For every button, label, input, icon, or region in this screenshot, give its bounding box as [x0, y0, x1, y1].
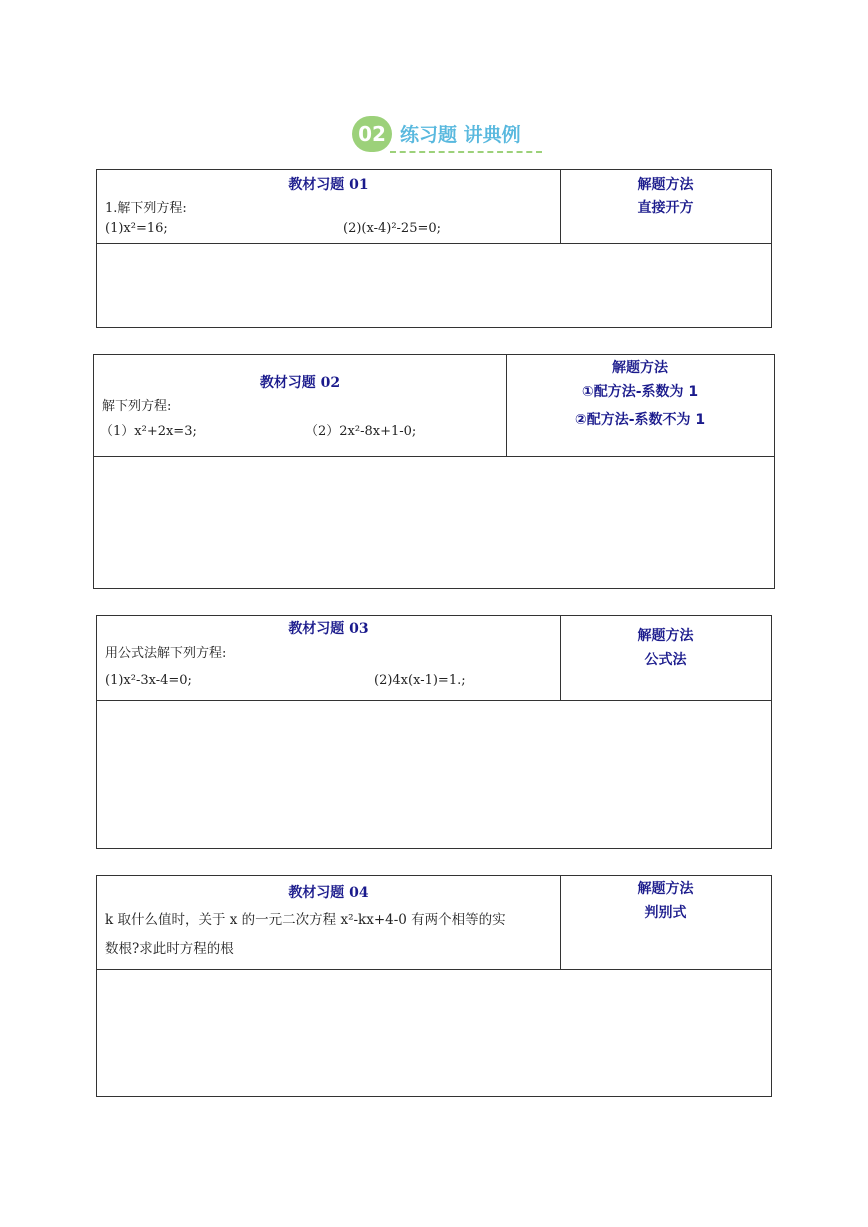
exercise-line: 1.解下列方程: — [105, 201, 187, 216]
method-cell — [560, 876, 771, 969]
method-cell — [506, 355, 774, 456]
answer-area[interactable] — [97, 969, 771, 1096]
section-number-badge: 02 — [352, 116, 392, 152]
exercise-card-03 — [96, 615, 772, 849]
exercise-line: (1)x²-3x-4=0; — [105, 673, 192, 688]
method-title: 解题方法 — [612, 360, 668, 376]
exercise-card-02 — [93, 354, 775, 589]
method-title: 解题方法 — [637, 177, 694, 193]
exercise-line: （1）x²+2x=3; — [100, 424, 197, 439]
section-header — [352, 114, 552, 156]
method-item: 公式法 — [644, 652, 687, 668]
exercise-title: 教材习题 03 — [288, 621, 369, 637]
exercise-problem-row — [97, 170, 771, 244]
exercise-card-04 — [96, 875, 772, 1097]
method-item: 直接开方 — [637, 200, 694, 216]
answer-area[interactable] — [94, 456, 774, 588]
exercise-title: 教材习题 01 — [288, 177, 369, 193]
method-item: ②配方法-系数不为 1 — [574, 412, 706, 428]
method-item: 判别式 — [644, 905, 687, 921]
exercise-problem-cell — [97, 616, 561, 700]
method-item: ①配方法-系数为 1 — [581, 384, 699, 400]
exercise-line: (2)(x-4)²-25=0; — [343, 221, 442, 236]
exercise-card-01 — [96, 169, 772, 328]
exercise-problem-row — [97, 616, 771, 701]
method-title: 解题方法 — [637, 881, 694, 897]
exercise-problem-cell — [97, 170, 561, 243]
exercise-line: 用公式法解下列方程: — [105, 646, 227, 661]
answer-area[interactable] — [97, 243, 771, 327]
exercise-title: 教材习题 04 — [288, 885, 369, 901]
exercise-problem-cell — [97, 876, 561, 969]
exercise-problem-row — [97, 876, 771, 970]
method-cell — [560, 616, 771, 700]
exercise-line: k 取什么值时，关于 x 的一元二次方程 x²-kx+4-0 有两个相等的实 — [105, 912, 506, 928]
exercise-line: （2）2x²-8x+1-0; — [305, 424, 417, 439]
exercise-line: 解下列方程: — [102, 399, 172, 414]
header-dashed-underline — [390, 151, 542, 153]
exercise-line: 数根?求此时方程的根 — [105, 941, 234, 957]
method-cell — [560, 170, 771, 243]
exercise-line: (1)x²=16; — [105, 221, 168, 236]
exercise-title: 教材习题 02 — [259, 375, 341, 391]
method-title: 解题方法 — [637, 628, 694, 644]
exercise-line: (2)4x(x-1)=1.; — [374, 673, 466, 688]
answer-area[interactable] — [97, 700, 771, 848]
section-title: 练习题 讲典例 — [400, 124, 521, 146]
exercise-problem-row — [94, 355, 774, 457]
exercise-problem-cell — [94, 355, 507, 456]
